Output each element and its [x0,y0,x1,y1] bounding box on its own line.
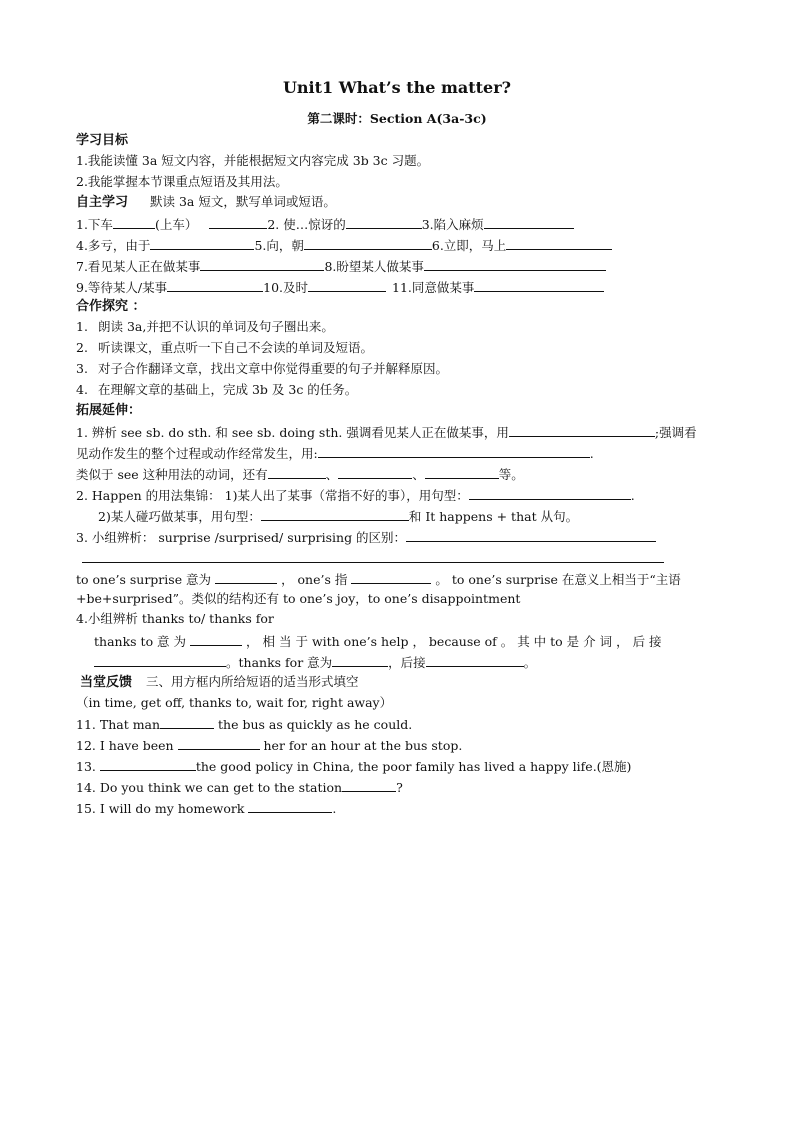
cooperate-item-text: 朗读 3a,并把不认识的单词及句子圈出来。 [98,319,334,334]
extend-q1-separator: 、 [412,467,425,482]
goals-heading: 学习目标 [76,133,129,148]
cooperate-item-number: 4. [76,382,88,397]
cooperate-item [76,363,448,376]
practice-item [76,717,412,732]
extend-q3-line4: +be+surprised”。类似的结构还有 to one’s joy，to one’s disappointment [76,591,521,606]
extend-q4-line2 [94,634,662,649]
blank-3[interactable] [484,217,574,229]
extend-q2-text-b: 2)某人碰巧做某事，用句型： [98,509,261,524]
vocab-item-2-label: 2. 使…惊讶的 [267,217,346,232]
blank-q1-d[interactable] [338,467,412,479]
blank-1[interactable] [113,217,155,229]
extend-q4-text-b1: thanks to 意 为 [94,634,187,649]
practice-item-pre: 11. That man [76,717,161,732]
extend-q2-line1 [76,488,635,503]
blank-9[interactable] [167,280,263,292]
blank-q1-c[interactable] [268,467,326,479]
blank-q4-b[interactable] [94,655,226,667]
vocab-item-5-label: 5.向，朝 [254,238,304,253]
vocab-item-10-label: 10.及时 [263,280,309,295]
blank-q4-d[interactable] [426,655,524,667]
practice-item-post: . [332,801,337,816]
vocab-item-7-label: 7.看见某人正在做某事 [76,259,201,274]
extend-q1-line1 [76,425,697,440]
blank-10[interactable] [308,280,386,292]
extend-q3-text-c2: ， one’s 指 [281,572,348,587]
blank-q4-a[interactable] [190,634,242,646]
cooperate-item [76,384,357,397]
blank-q1-e[interactable] [425,467,499,479]
extend-q2-period: . [630,488,635,503]
extend-heading: 拓展延伸： [76,403,142,418]
blank-14-practice[interactable] [342,780,396,792]
practice-item-post: ? [396,780,403,795]
vocab-row-3 [76,259,606,274]
blank-8[interactable] [424,259,606,271]
cooperate-item-number: 1. [76,319,88,334]
practice-item [76,780,403,795]
extend-q1-text-d: 类似于 see 这种用法的动词，还有 [76,467,268,482]
blank-12-practice[interactable] [178,738,260,750]
practice-item [76,759,631,774]
practice-heading: 当堂反馈 [80,675,133,690]
extend-q4-text-c2: ，后接 [388,655,426,670]
page-title: Unit1 What’s the matter? [282,78,512,97]
blank-4[interactable] [150,238,254,250]
vocab-item-11-label: 11.同意做某事 [392,280,475,295]
goal-item-1: 1.我能读懂 3a 短文内容，并能根据短文内容完成 3b 3c 习题。 [76,153,430,168]
vocab-item-8-label: 8.盼望某人做某事 [324,259,424,274]
practice-item-pre: 14. Do you think we can get to the station [76,780,343,795]
extend-q2-text-end: 和 It happens + that 从句。 [408,509,579,524]
blank-q2-a[interactable] [469,488,631,500]
cooperate-item-text: 听读课文，重点听一下自己不会读的单词及短语。 [98,340,374,355]
extend-q3-text-c3: 。 to one’s surprise 在意义上相当于“主语 [435,572,681,587]
extend-q4-text-c3: 。 [523,655,537,670]
blank-15-practice[interactable] [248,801,332,813]
extend-q1-text-c: 见动作发生的整个过程或动作经常发生，用: [76,446,318,461]
self-study-instruction: 默读 3a 短文，默写单词或短语。 [149,194,336,209]
extend-q3-line2 [82,551,664,566]
extend-q1-line3 [76,467,524,482]
extend-q1-end: 等。 [498,467,524,482]
blank-7[interactable] [200,259,324,271]
practice-item [76,738,462,753]
blank-q1-b[interactable] [318,446,590,458]
blank-q1-a[interactable] [509,425,655,437]
extend-q1-text: 1. 辨析 see sb. do sth. 和 see sb. doing sth. 强调看见某人正在做某事，用 [76,425,509,440]
extend-q2-line2 [98,509,578,524]
practice-item-post: her for an hour at the bus stop. [259,738,463,753]
practice-item-post: the bus as quickly as he could. [214,717,413,732]
extend-q3-text: 3. 小组辨析： surprise /surprised/ surprising 的区别： [76,530,407,545]
blank-2[interactable] [346,217,422,229]
vocab-row-1 [76,217,574,232]
extend-q2-text: 2. Happen 的用法集锦： 1)某人出了某事（常指不好的事），用句型： [76,488,469,503]
vocab-item-3-label: 3.陷入麻烦 [421,217,484,232]
practice-instruction: 三、用方框内所给短语的适当形式填空 [145,674,359,689]
cooperate-item [76,342,373,355]
blank-q3-d[interactable] [351,572,431,584]
vocab-item-1-sub-label: (上车） [154,217,198,232]
blank-q3-a[interactable] [406,530,656,542]
practice-item-pre: 13. [76,759,100,774]
self-study-heading-line [76,196,336,209]
extend-q3-line3 [76,572,681,587]
cooperate-item [76,321,334,334]
practice-item-pre: 15. I will do my homework [76,801,249,816]
blank-6[interactable] [506,238,612,250]
extend-q4-text-c1: 。thanks for 意为 [226,655,333,670]
vocab-row-2 [76,238,612,253]
cooperate-item-text: 在理解文章的基础上，完成 3b 及 3c 的任务。 [98,382,358,397]
cooperate-heading: 合作探究 ： [76,299,146,314]
practice-item-post: the good policy in China, the poor family has lived a happy life.(恩施) [195,759,632,774]
extend-q1-text-b: ;强调看 [654,425,697,440]
blank-5[interactable] [304,238,432,250]
blank-13-practice[interactable] [100,759,196,771]
goal-item-2: 2.我能掌握本节课重点短语及其用法。 [76,174,288,189]
practice-options: （in time, get off, thanks to, wait for, right away） [76,695,393,710]
cooperate-item-text: 对子合作翻译文章，找出文章中你觉得重要的句子并解释原因。 [98,361,449,376]
vocab-item-9-label: 9.等待某人/某事 [76,280,168,295]
vocab-item-6-label: 6.立即，马上 [431,238,507,253]
extend-q4-line3 [94,655,536,670]
extend-q4-text-b2: ， 相 当 于 with one’s help ， because of 。 其 中 to 是 介 词 ， 后 接 [246,634,662,649]
blank-11-practice[interactable] [160,717,214,729]
extend-q1-period: . [589,446,594,461]
blank-q3-c[interactable] [215,572,277,584]
practice-item-pre: 12. I have been [76,738,178,753]
extend-q3-text-c1: to one’s surprise 意为 [76,572,212,587]
blank-11[interactable] [474,280,604,292]
blank-q3-b[interactable] [82,551,664,563]
extend-q3-line1 [76,530,656,545]
blank-1b[interactable] [209,217,267,229]
practice-item [76,801,336,816]
vocab-item-1-label: 1.下车 [76,217,113,232]
extend-q1-separator: 、 [325,467,339,482]
cooperate-item-number: 2. [76,340,88,355]
self-study-heading: 自主学习 [76,195,129,210]
extend-q1-line2 [76,446,594,461]
page-subtitle: 第二课时：Section A(3a-3c) [307,111,487,126]
vocab-row-4 [76,280,604,295]
blank-q2-b[interactable] [261,509,409,521]
extend-q4-line1: 4.小组辨析 thanks to/ thanks for [76,611,274,626]
cooperate-item-number: 3. [76,361,88,376]
vocab-item-4-label: 4.多亏，由于 [76,238,151,253]
practice-heading-line [80,676,359,689]
blank-q4-c[interactable] [332,655,388,667]
